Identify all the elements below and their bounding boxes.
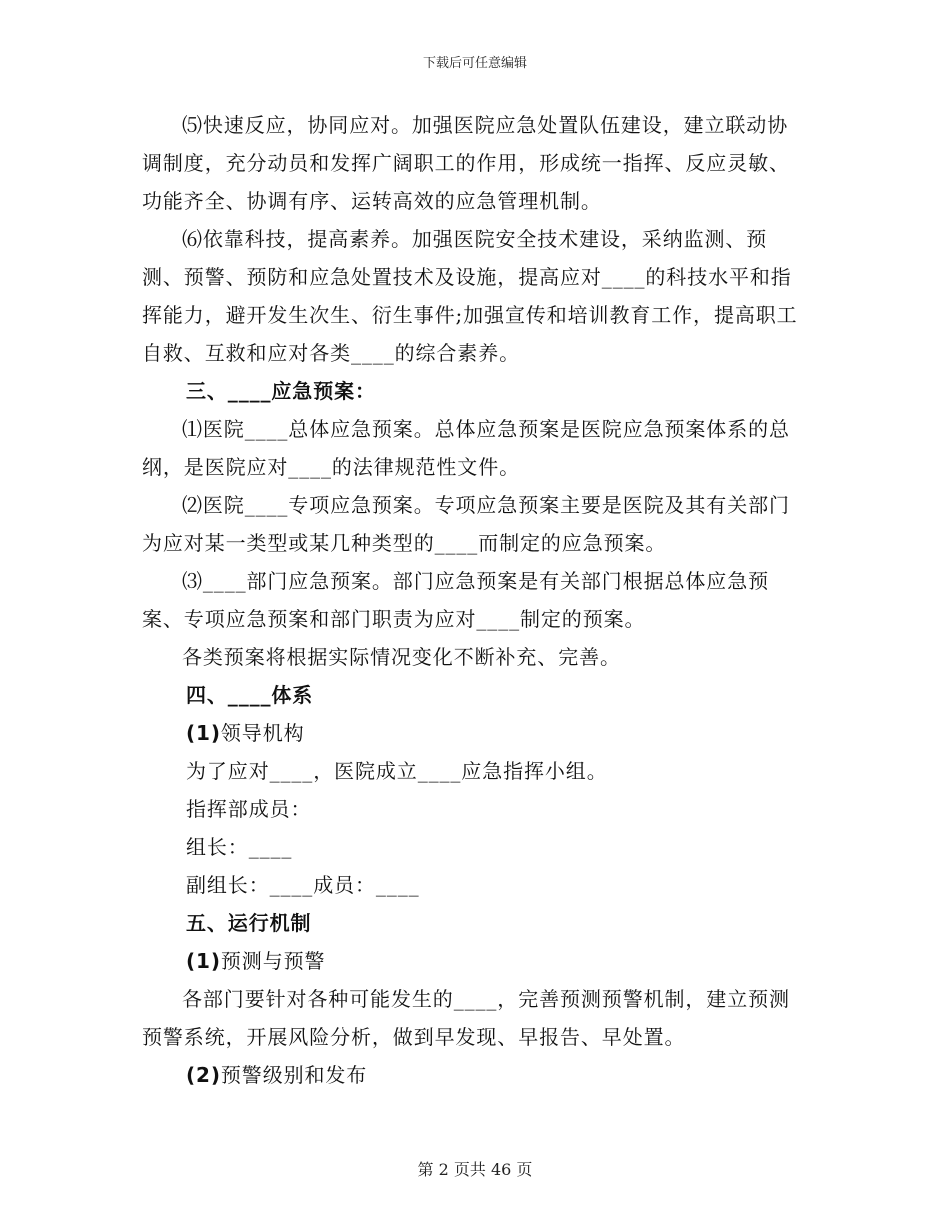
page-header: 下载后可任意编辑 [422, 56, 527, 71]
line-members-label: 指挥部成员： [186, 797, 312, 821]
line-leader: 组长：____ [186, 835, 293, 859]
paragraph-6: ⑹依靠科技，提高素养。加强医院安全技术建设，采纳监测、预测、预警、预防和应急处置技术及设施，提高应对____的科技水平和指挥能力，避开发生次生、衍生事件;加强宣传和培训教育工作，提高职工自救、互救和应对各类____的综合素养。 [142, 227, 798, 365]
subheading-number: (2) [186, 1063, 221, 1087]
plan-item-1: ⑴医院____总体应急预案。总体应急预案是医院应急预案体系的总纲，是医院应对____的法律规范性文件。 [142, 417, 790, 479]
plan-item-2: ⑵医院____专项应急预案。专项应急预案主要是医院及其有关部门为应对某一类型或某几种类型的____而制定的应急预案。 [142, 493, 790, 555]
line-deputy-members: 副组长：____成员：____ [186, 873, 420, 897]
section-heading-4: 四、____体系 [186, 683, 314, 707]
subheading-number: (1) [186, 949, 221, 973]
subheading-text: 预测与预警 [220, 949, 326, 973]
section-heading-3: 三、____应急预案： [186, 379, 376, 403]
page-footer: 第 2 页共 46 页 [417, 1160, 533, 1179]
document-body [142, 106, 808, 1094]
subheading-warning-level [142, 1056, 808, 1094]
subheading-number: (1) [186, 721, 221, 745]
plan-note: 各类预案将根据实际情况变化不断补充、完善。 [182, 645, 621, 669]
subheading-text: 预警级别和发布 [220, 1063, 368, 1087]
subheading-leadership [142, 714, 808, 752]
subheading-text: 领导机构 [220, 721, 305, 745]
plan-item-3: ⑶____部门应急预案。部门应急预案是有关部门根据总体应急预案、专项应急预案和部门职责为应对____制定的预案。 [142, 569, 769, 631]
section-heading-5: 五、运行机制 [186, 911, 312, 935]
subheading-forecast [142, 942, 808, 980]
paragraph-forecast: 各部门要针对各种可能发生的____，完善预测预警机制，建立预测预警系统，开展风险分析，做到早发现、早报告、早处置。 [142, 987, 790, 1049]
paragraph-5: ⑸快速反应，协同应对。加强医院应急处置队伍建设，建立联动协调制度，充分动员和发挥广阔职工的作用，形成统一指挥、反应灵敏、功能齐全、协调有序、运转高效的应急管理机制。 [142, 113, 790, 213]
line-command-group: 为了应对____，医院成立____应急指挥小组。 [186, 759, 608, 783]
